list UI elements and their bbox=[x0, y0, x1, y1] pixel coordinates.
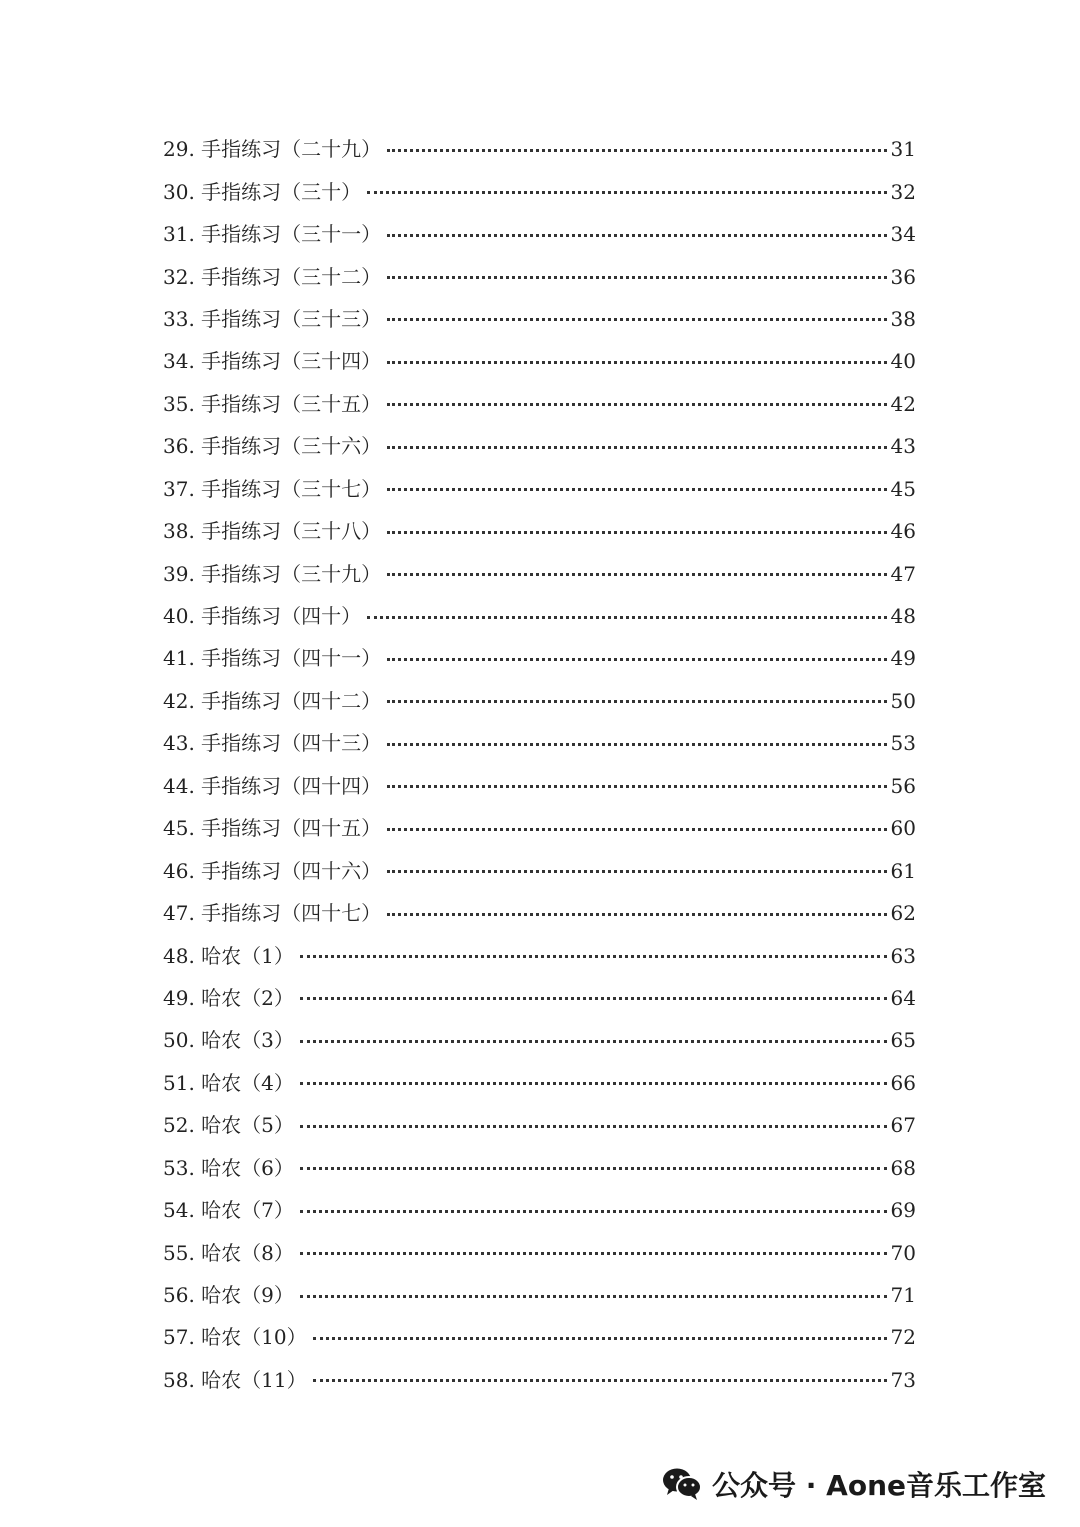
toc-dot-leader bbox=[387, 743, 886, 746]
toc-entry bbox=[163, 425, 916, 467]
toc-entry bbox=[163, 637, 916, 679]
toc-entry-page-number: 32 bbox=[890, 179, 916, 204]
toc-dot-leader bbox=[387, 700, 886, 703]
toc-entry bbox=[163, 1231, 916, 1273]
toc-dot-leader bbox=[387, 276, 886, 279]
toc-entry-title: 46. 手指练习（四十六） bbox=[163, 858, 382, 883]
toc-dot-leader bbox=[300, 1295, 887, 1298]
toc-entry-title: 49. 哈农（2） bbox=[163, 985, 294, 1010]
toc-entry-page-number: 42 bbox=[890, 391, 916, 416]
toc-dot-leader bbox=[387, 149, 886, 152]
toc-entry-page-number: 56 bbox=[890, 773, 916, 798]
toc-dot-leader bbox=[387, 573, 886, 576]
toc-entry-title: 52. 哈农（5） bbox=[163, 1113, 294, 1138]
toc-entry bbox=[163, 255, 916, 297]
toc-entry-page-number: 46 bbox=[890, 519, 916, 544]
toc-entry bbox=[163, 170, 916, 212]
toc-entry bbox=[163, 552, 916, 594]
toc-entry-page-number: 73 bbox=[890, 1367, 916, 1392]
toc-entry bbox=[163, 892, 916, 934]
toc-entry-page-number: 34 bbox=[890, 222, 916, 247]
toc-entry-title: 41. 手指练习（四十一） bbox=[163, 646, 382, 671]
toc-entry-title: 39. 手指练习（三十九） bbox=[163, 561, 382, 586]
toc-dot-leader bbox=[300, 1167, 887, 1170]
toc-entry-title: 57. 哈农（10） bbox=[163, 1325, 307, 1350]
toc-entry-title: 40. 手指练习（四十） bbox=[163, 604, 362, 629]
toc-entry-page-number: 49 bbox=[890, 646, 916, 671]
toc-entry bbox=[163, 1019, 916, 1061]
toc-entry-title: 30. 手指练习（三十） bbox=[163, 179, 362, 204]
toc-entry-title: 43. 手指练习（四十三） bbox=[163, 731, 382, 756]
toc-entry bbox=[163, 468, 916, 510]
toc-entry-page-number: 43 bbox=[890, 434, 916, 459]
toc-entry-page-number: 47 bbox=[890, 561, 916, 586]
toc-entry bbox=[163, 1316, 916, 1358]
toc-entry-page-number: 36 bbox=[890, 264, 916, 289]
toc-dot-leader bbox=[300, 1082, 887, 1085]
toc-dot-leader bbox=[367, 616, 886, 619]
toc-entry bbox=[163, 977, 916, 1019]
toc-entry-title: 45. 手指练习（四十五） bbox=[163, 816, 382, 841]
watermark-text: 公众号 · Aone音乐工作室 bbox=[712, 1469, 1046, 1502]
toc-entry-title: 44. 手指练习（四十四） bbox=[163, 773, 382, 798]
toc-entry bbox=[163, 128, 916, 170]
toc-dot-leader bbox=[387, 446, 886, 449]
toc-entry-page-number: 66 bbox=[890, 1070, 916, 1095]
toc-entry-page-number: 62 bbox=[890, 901, 916, 926]
toc-entry-page-number: 60 bbox=[890, 816, 916, 841]
toc-entry bbox=[163, 765, 916, 807]
toc-entry bbox=[163, 298, 916, 340]
toc-entry-page-number: 61 bbox=[890, 858, 916, 883]
toc-dot-leader bbox=[300, 1125, 887, 1128]
toc-dot-leader bbox=[387, 870, 886, 873]
toc-entry-title: 48. 哈农（1） bbox=[163, 943, 294, 968]
toc-entry-page-number: 48 bbox=[890, 604, 916, 629]
toc-entry bbox=[163, 722, 916, 764]
toc-entry-page-number: 50 bbox=[890, 688, 916, 713]
toc-dot-leader bbox=[387, 318, 886, 321]
toc-dot-leader bbox=[387, 531, 886, 534]
toc-entry-title: 50. 哈农（3） bbox=[163, 1028, 294, 1053]
toc-entry-page-number: 38 bbox=[890, 306, 916, 331]
toc-entry-title: 32. 手指练习（三十二） bbox=[163, 264, 382, 289]
toc-dot-leader bbox=[313, 1337, 887, 1340]
toc-dot-leader bbox=[387, 828, 886, 831]
toc-entry-title: 29. 手指练习（二十九） bbox=[163, 137, 382, 162]
toc-entry bbox=[163, 1189, 916, 1231]
toc-entry-page-number: 72 bbox=[890, 1325, 916, 1350]
toc-entry bbox=[163, 1104, 916, 1146]
toc-dot-leader bbox=[300, 1252, 887, 1255]
toc-entry-page-number: 53 bbox=[890, 731, 916, 756]
toc-entry bbox=[163, 213, 916, 255]
toc-entry-page-number: 45 bbox=[890, 476, 916, 501]
toc-entry-title: 47. 手指练习（四十七） bbox=[163, 901, 382, 926]
toc-dot-leader bbox=[387, 785, 886, 788]
toc-entry-page-number: 63 bbox=[890, 943, 916, 968]
toc-dot-leader bbox=[367, 191, 886, 194]
toc-entry bbox=[163, 934, 916, 976]
toc-entry-title: 34. 手指练习（三十四） bbox=[163, 349, 382, 374]
toc-entry-title: 42. 手指练习（四十二） bbox=[163, 688, 382, 713]
toc-entry bbox=[163, 849, 916, 891]
toc-dot-leader bbox=[387, 658, 886, 661]
toc-entry-title: 38. 手指练习（三十八） bbox=[163, 519, 382, 544]
toc-entry bbox=[163, 680, 916, 722]
toc-entry-title: 31. 手指练习（三十一） bbox=[163, 222, 382, 247]
toc-dot-leader bbox=[300, 997, 887, 1000]
toc-entry-title: 53. 哈农（6） bbox=[163, 1155, 294, 1180]
toc-dot-leader bbox=[387, 488, 886, 491]
toc-dot-leader bbox=[300, 1040, 887, 1043]
toc-entry-title: 54. 哈农（7） bbox=[163, 1198, 294, 1223]
toc-entry-title: 56. 哈农（9） bbox=[163, 1283, 294, 1308]
toc-entry bbox=[163, 510, 916, 552]
toc-entry bbox=[163, 807, 916, 849]
toc-entry bbox=[163, 595, 916, 637]
toc-entry-page-number: 68 bbox=[890, 1155, 916, 1180]
toc-entry bbox=[163, 1274, 916, 1316]
toc-dot-leader bbox=[387, 361, 886, 364]
toc-entry-page-number: 67 bbox=[890, 1113, 916, 1138]
toc-dot-leader bbox=[313, 1379, 887, 1382]
toc-entry bbox=[163, 1147, 916, 1189]
wechat-icon bbox=[662, 1467, 702, 1501]
toc-entry-title: 51. 哈农（4） bbox=[163, 1070, 294, 1095]
toc-entry bbox=[163, 1359, 916, 1401]
toc-dot-leader bbox=[387, 234, 886, 237]
toc-entry bbox=[163, 383, 916, 425]
toc-entry-title: 36. 手指练习（三十六） bbox=[163, 434, 382, 459]
toc-dot-leader bbox=[387, 403, 886, 406]
toc-entry-title: 35. 手指练习（三十五） bbox=[163, 391, 382, 416]
toc-entry-page-number: 64 bbox=[890, 985, 916, 1010]
table-of-contents bbox=[163, 128, 916, 1401]
toc-dot-leader bbox=[300, 955, 887, 958]
toc-entry-title: 55. 哈农（8） bbox=[163, 1240, 294, 1265]
toc-entry-page-number: 70 bbox=[890, 1240, 916, 1265]
toc-entry-page-number: 31 bbox=[890, 137, 916, 162]
toc-entry-page-number: 40 bbox=[890, 349, 916, 374]
toc-entry-title: 58. 哈农（11） bbox=[163, 1367, 307, 1392]
toc-dot-leader bbox=[300, 1210, 887, 1213]
toc-entry bbox=[163, 1062, 916, 1104]
watermark bbox=[662, 1464, 1046, 1504]
toc-entry-title: 37. 手指练习（三十七） bbox=[163, 476, 382, 501]
toc-entry-page-number: 69 bbox=[890, 1198, 916, 1223]
toc-entry-title: 33. 手指练习（三十三） bbox=[163, 306, 382, 331]
toc-dot-leader bbox=[387, 913, 886, 916]
toc-entry bbox=[163, 340, 916, 382]
toc-entry-page-number: 65 bbox=[890, 1028, 916, 1053]
toc-entry-page-number: 71 bbox=[890, 1283, 916, 1308]
